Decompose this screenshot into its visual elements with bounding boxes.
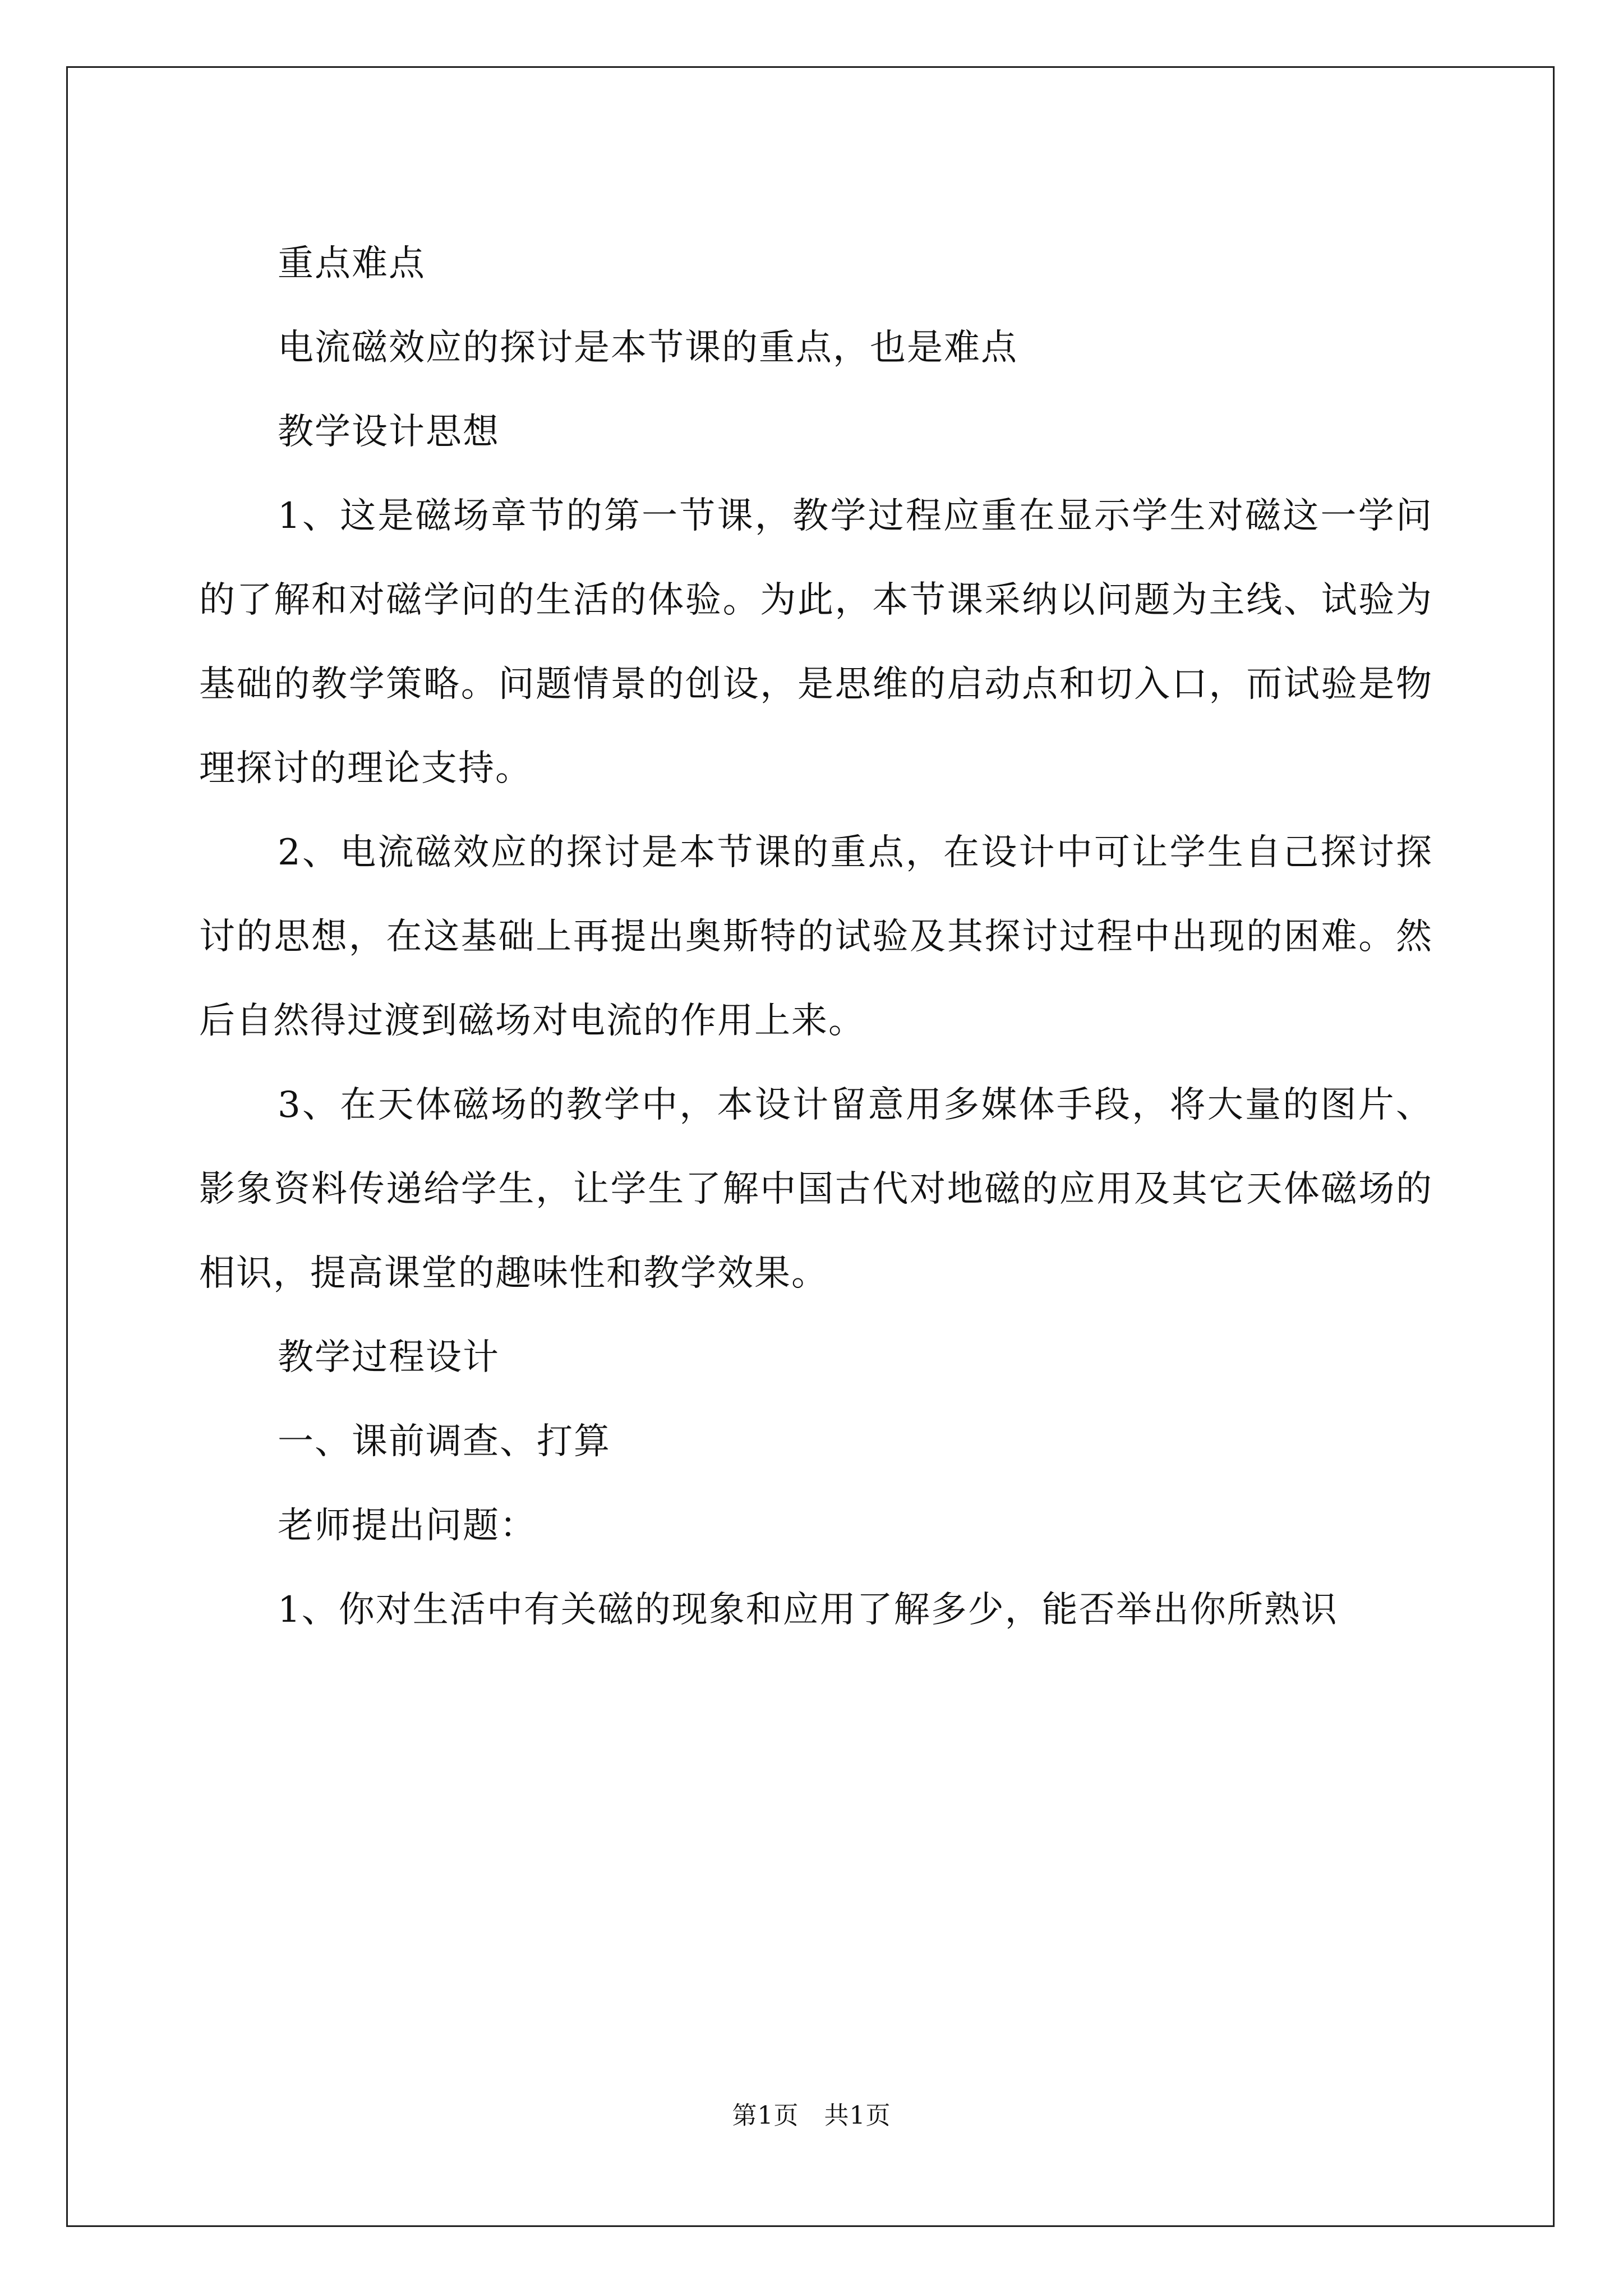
page-number-footer: 第1页 共1页	[732, 2101, 891, 2130]
paragraph-teacher-question: 老师提出问题：	[278, 1505, 537, 1547]
paragraph-key-points: 电流磁效应的探讨是本节课的重点，也是难点	[278, 327, 1018, 369]
paragraph-design-idea-2: 2、电流磁效应的探讨是本节课的重点，在设计中可让学生自己探讨探讨的思想，在这基础上再提出奥斯特的试验及其探讨过程中出现的困难。然后自然得过渡到磁场对电流的作用上来。	[199, 832, 1433, 1042]
section-heading-key-points: 重点难点	[278, 243, 426, 284]
document-body	[199, 222, 1433, 1652]
paragraph-design-idea-3: 3、在天体磁场的教学中，本设计留意用多媒体手段，将大量的图片、影象资料传递给学生，让学生了解中国古代对地磁的应用及其它天体磁场的相识，提高课堂的趣味性和教学效果。	[199, 1084, 1433, 1294]
section-heading-process-design: 教学过程设计	[278, 1337, 500, 1378]
section-heading-design-idea: 教学设计思想	[278, 411, 500, 453]
paragraph-design-idea-1: 1、这是磁场章节的第一节课，教学过程应重在显示学生对磁这一学问的了解和对磁学问的生活的体验。为此，本节课采纳以问题为主线、试验为基础的教学策略。问题情景的创设，是思维的启动点和切入口，而试验是物理探讨的理论支持。	[199, 495, 1433, 789]
paragraph-question-1: 1、你对生活中有关磁的现象和应用了解多少，能否举出你所熟识	[278, 1589, 1338, 1631]
subsection-heading-preparation: 一、课前调查、打算	[278, 1421, 611, 1462]
